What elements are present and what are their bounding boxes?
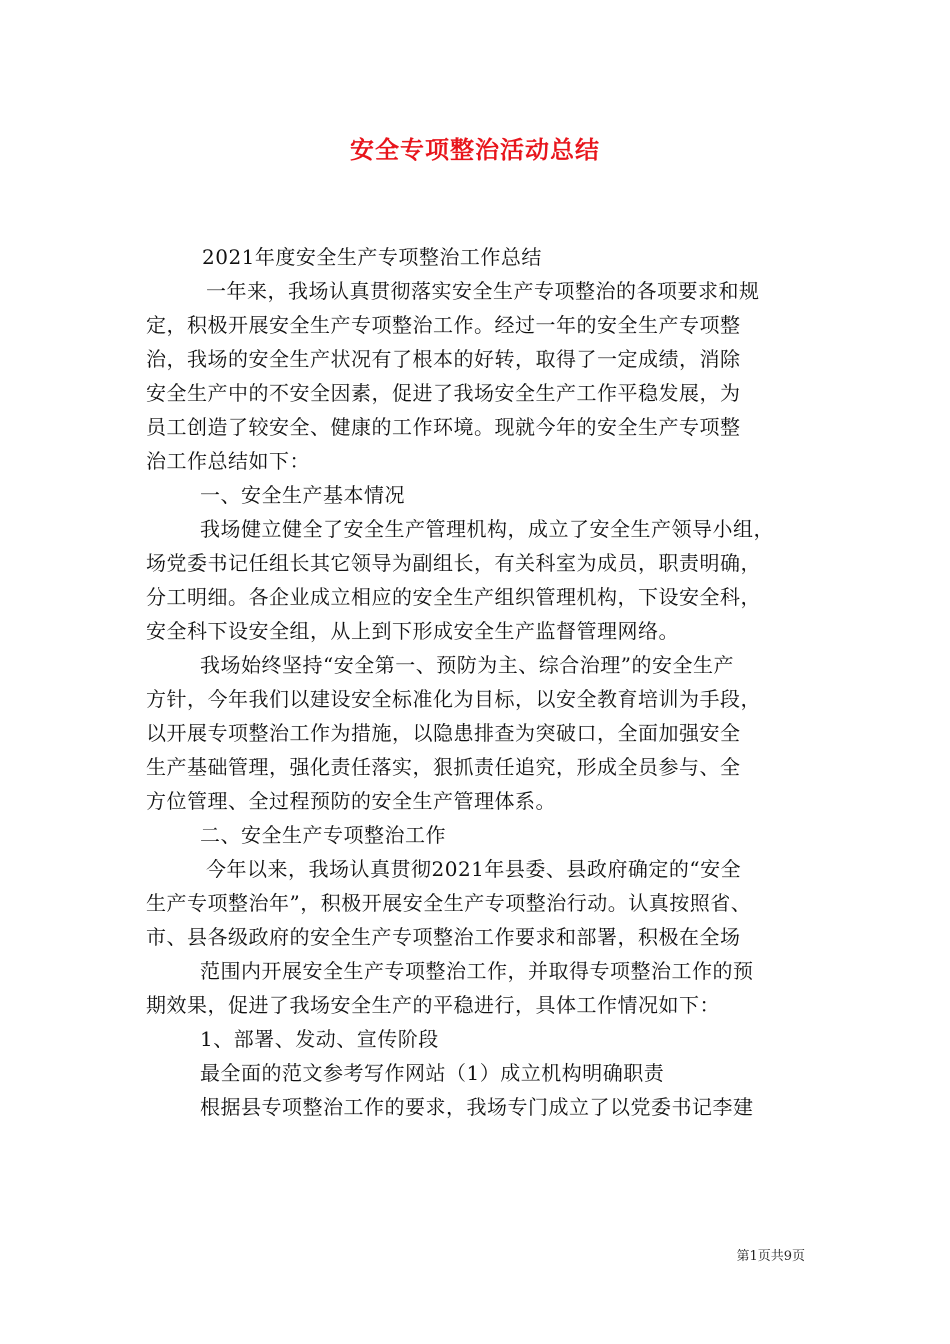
text-line: 市、县各级政府的安全生产专项整治工作要求和部署，积极在全场 [146,925,741,949]
text-line: 定，积极开展安全生产专项整治工作。经过一年的安全生产专项整 [146,313,741,337]
text-line: 员工创造了较安全、健康的工作环境。现就今年的安全生产专项整 [146,415,741,439]
text-line: 最全面的范文参考写作网站（1）成立机构明确职责 [200,1061,665,1085]
text-line: 根据县专项整治工作的要求，我场专门成立了以党委书记李建 [200,1095,754,1119]
text-line: 生产专项整治年”，积极开展安全生产专项整治行动。认真按照省、 [146,891,752,915]
page-number: 第1页共9页 [736,1249,805,1264]
text-line: 方针，今年我们以建设安全标准化为目标，以安全教育培训为手段， [146,687,761,711]
text-line: 安全科下设安全组，从上到下形成安全生产监督管理网络。 [146,619,679,643]
text-line: 方位管理、全过程预防的安全生产管理体系。 [146,789,556,813]
text-line: 一、安全生产基本情况 [200,483,405,507]
text-line: 治，我场的安全生产状况有了根本的好转，取得了一定成绩，消除 [146,347,741,371]
text-line: 生产基础管理，强化责任落实，狠抓责任追究，形成全员参与、全 [146,755,741,779]
text-line: 二、安全生产专项整治工作 [200,823,446,847]
text-line: 一年来，我场认真贯彻落实安全生产专项整治的各项要求和规 [206,279,760,303]
text-line: 2021年度安全生产专项整治工作总结 [202,245,542,269]
text-line: 治工作总结如下： [146,449,310,473]
text-line: 安全生产中的不安全因素，促进了我场安全生产工作平稳发展，为 [146,381,741,405]
text-line: 以开展专项整治工作为措施，以隐患排查为突破口，全面加强安全 [146,721,741,745]
page-title: 安全专项整治活动总结 [350,135,600,164]
text-line: 我场始终坚持“安全第一、预防为主、综合治理”的安全生产 [200,653,734,677]
text-line: 期效果，促进了我场安全生产的平稳进行，具体工作情况如下： [146,993,720,1017]
text-line: 范围内开展安全生产专项整治工作，并取得专项整治工作的预 [200,959,754,983]
text-line: 1、部署、发动、宣传阶段 [200,1027,439,1051]
text-line: 场党委书记任组长其它领导为副组长，有关科室为成员，职责明确， [146,551,761,575]
text-line: 我场健立健全了安全生产管理机构，成立了安全生产领导小组， [200,517,774,541]
text-line: 分工明细。各企业成立相应的安全生产组织管理机构，下设安全科， [146,585,761,609]
document-body [146,240,816,1124]
text-line: 今年以来，我场认真贯彻2021年县委、县政府确定的“安全 [206,857,742,881]
